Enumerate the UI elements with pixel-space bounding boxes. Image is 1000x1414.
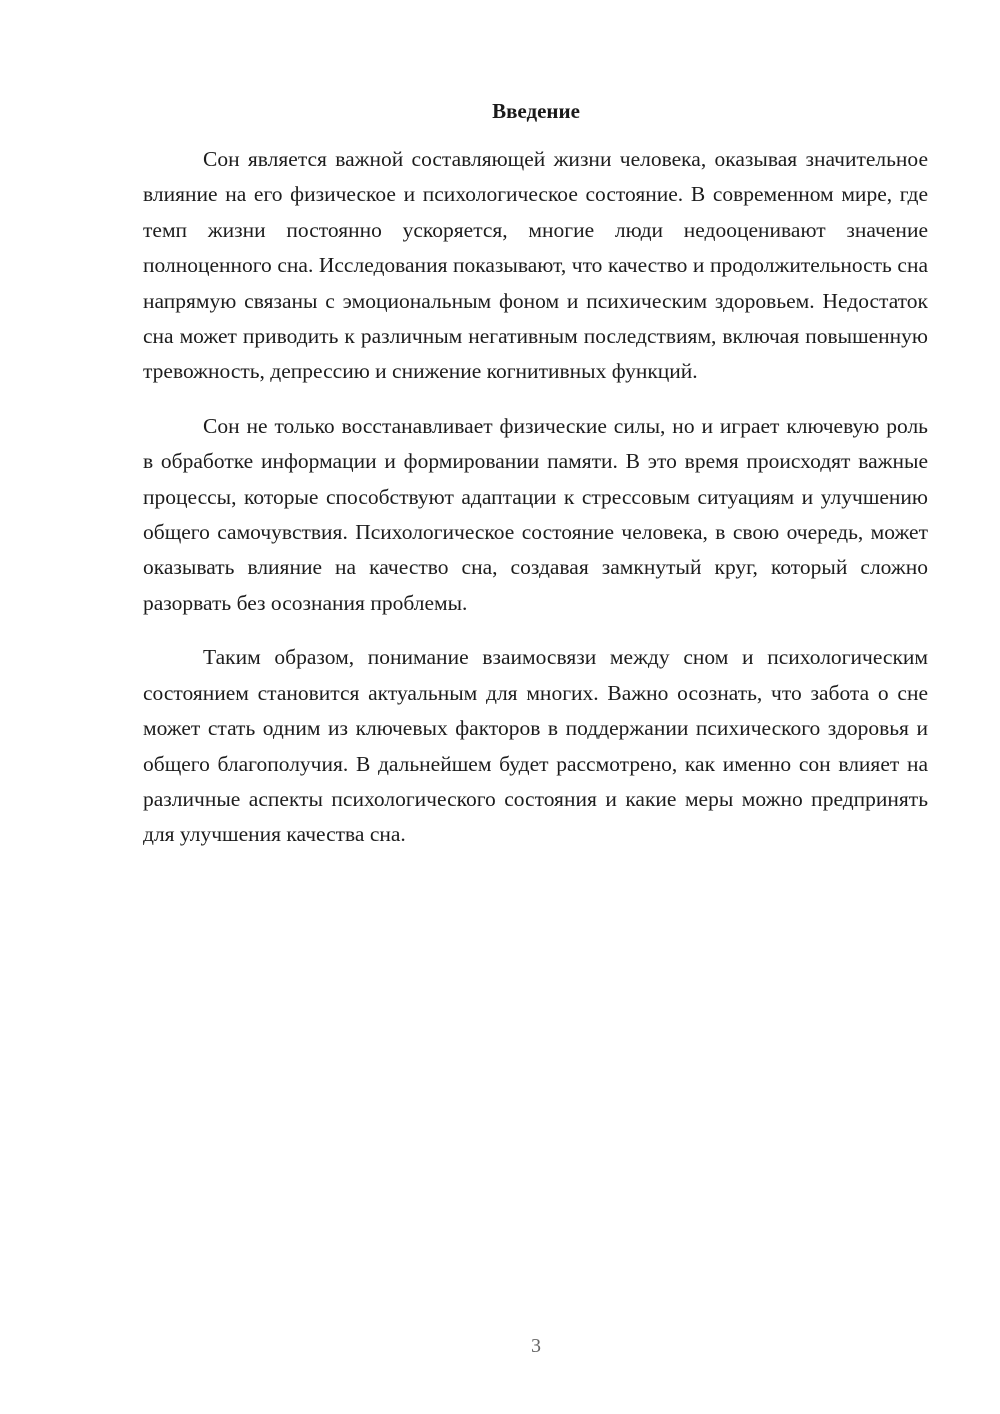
section-heading: Введение: [492, 99, 580, 123]
paragraph-1: Сон является важной составляющей жизни человека, оказывая значительное влияние на его физическое и психологическое состояние. В современном мире, где темп жизни постоянно ускоряется, многие люди недооценивают значение полноценного сна. Исследования показывают, что качество и продолжительность сна напрямую связаны с эмоциональным фоном и психическим здоровьем. Недостаток сна может приводить к различным негативным последствиям, включая повышенную тревожность, депрессию и снижение когнитивных функций.: [143, 147, 928, 384]
paragraph-3: Таким образом, понимание взаимосвязи между сном и психологическим состоянием становится актуальным для многих. Важно осознать, что забота о сне может стать одним из ключевых факторов в поддержании психического здоровья и общего благополучия. В дальнейшем будет рассмотрено, как именно сон влияет на различные аспекты психологического состояния и какие меры можно предпринять для улучшения качества сна.: [143, 645, 928, 847]
paragraph-2: Сон не только восстанавливает физические силы, но и играет ключевую роль в обработке информации и формировании памяти. В это время происходят важные процессы, которые способствуют адаптации к стрессовым ситуациям и улучшению общего самочувствия. Психологическое состояние человека, в свою очередь, может оказывать влияние на качество сна, создавая замкнутый круг, который сложно разорвать без осознания проблемы.: [143, 413, 928, 615]
body-text: [143, 142, 928, 872]
page-number: 3: [531, 1335, 541, 1357]
